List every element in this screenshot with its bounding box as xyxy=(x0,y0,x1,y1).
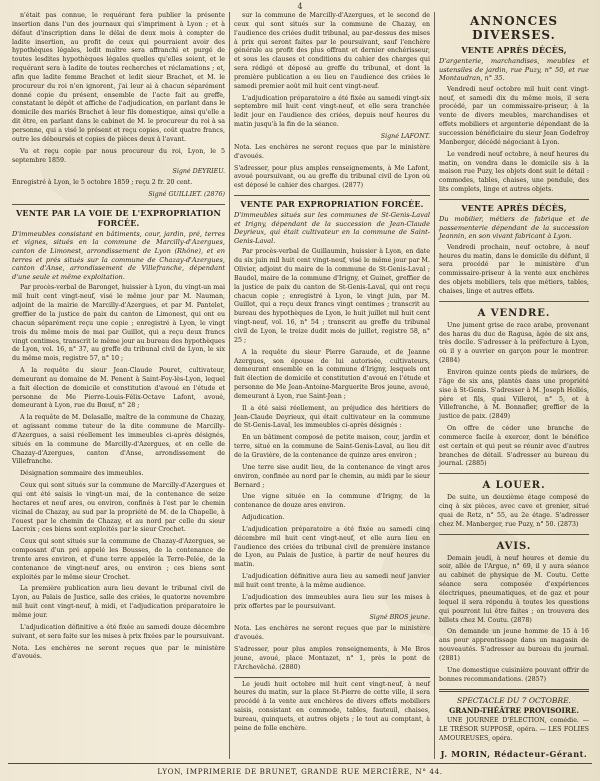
divider xyxy=(439,301,589,302)
col2-paragraph: Une vigne située en la commune d'Irigny, de la contenance de douze ares environ. xyxy=(234,493,430,510)
col3-avis-paragraph: Demain jeudi, à neuf heures et demie du soir, allée de l'Argue, n° 69, il y aura séance au cabinet de physique de M. Coutu. Cette séance sera composée d'expériences électriques, pneumatiques, et de gaz et pour lequel il sera répondu à toutes les questions qui pourront lui être faites ; on trouvera des billets chez M. Coutu. (2878) xyxy=(439,554,589,624)
col3-a-vendre-paragraph: Une jument grise de race arabe, provenant des haras du duc de Ragusa, âgée de six ans, très docile. S'adresser à la préfecture à Lyon, où il y a ouvrier en garçon pour le montrer. (2884) xyxy=(439,321,589,365)
col2-paragraph: A la requête du sieur Pierre Garaude, et de Jeanne Azergues, son épouse de lui autorisée, cultivateurs, demeurant ensemble en la commune d'Irigny, lesquels ont fait élection de domicile et constitution d'avoué en l'étude et personne de Me Jean-Antoine-Marguerite Bros jeune, avoué, demeurant à Lyon, rue Saint-Jean ; xyxy=(234,348,430,400)
col3-avis-paragraph: Une domestique cuisinière pouvant offrir de bonnes recommandations. (2857) xyxy=(439,666,589,683)
col3-vente-paragraph: Le vendredi neuf octobre, à neuf heures du matin, on vendra dans le domicile sis à la maison rue Puzy, les objets dont suit le détail : commodes, tables, chaises, une pendule, des lits complets, linge et autres objets. xyxy=(439,150,589,194)
col3-a-vendre-heading: A VENDRE. xyxy=(477,307,551,319)
col2-adj-signature: Signé BROS jeune. xyxy=(369,614,430,622)
col3-avis-paragraph: On demande un jeune homme de 15 à 16 ans pour apprentissage dans un magasin de nouveautés. S'adresser au bureau du journal. (2881) xyxy=(439,628,589,662)
col2-closing: Le jeudi huit octobre mil huit cent vingt-neuf, à neuf heures du matin, sur la place St-Pierre de cette ville, il sera procédé à la vente aux enchères de divers effets mobiliers saisis, consistant en commode, tables, fauteuil, chaises, bureau, quinquets, et autres objets ; le tout au comptant, à peine de folle enchère. xyxy=(234,680,430,732)
col1-paragraph: A la requête du sieur Jean-Claude Pouret, cultivateur, demeurant au domaine de M. Penent à Saint-Foy-lès-Lyon, lequel a fait élection de domicile et constitution d'avoué en l'étude et personne de Me Pierre-Louis-Félix-Octave Lafont, avoué, demeurant à Lyon, rue du Bœuf, n° 28 ; xyxy=(12,367,225,410)
col2-paragraph: Une terre sise audit lieu, de la contenance de vingt ares environ, confinée au nord par le chemin, au midi par le sieur Bernard ; xyxy=(234,463,430,489)
col3-vente2-heading: VENTE APRÈS DÉCÈS, xyxy=(461,202,567,213)
col3-avis-heading: AVIS. xyxy=(496,540,532,552)
col1-paragraph: A la requête de M. Delasalle, maître de la commune de Chazay, et agissant comme tuteur de la dite commune de Marcilly-d'Azergues, a saisi réellement les immeubles ci-après désignés, situés en la commune de Marcilly-d'Azergues, et en celle de Chazay-d'Azergues, canton d'Anse, arrondissement de Villefranche. xyxy=(12,414,225,466)
col2-intro-2: L'adjudication préparatoire a été fixée au samedi vingt-six septembre mil huit cent vingt-neuf, et elle sera tranchée ledit jour en l'audience des criées, depuis neuf heures du matin jusqu'à la fin de la séance. xyxy=(234,94,430,129)
col2-paragraph: Par procès-verbal de Guillaumin, huissier à Lyon, en date du six juin mil huit cent vingt-neuf, visé le même jour par M. Olivier, adjoint du maire de la commune de St-Genis-Laval ; Baudel, maire de la commune d'Irigny, et Guinet, greffier de la justice de paix du canton de St-Genis-Laval, qui ont reçu chacun copie ; enregistré à Lyon, le vingt juin, par M. Guillot, qui a reçu deux francs vingt centimes ; transcrit au bureau des hypothèques de Lyon, le huit juillet mil huit cent vingt-neuf, vol. 16, n° 54 ; transcrit au greffe du tribunal civil de Lyon, le treize dudit mois de juillet, registre 58, n° 25 ; xyxy=(234,248,430,344)
col2-adj-paragraph: L'adjudication des immeubles aura lieu sur les mises à prix offertes par le poursuivant. xyxy=(234,593,430,610)
col2-note-4: S'adresser, pour plus amples renseignements, à Me Bros jeune, avoué, place Montazet, n° 1, près le pont de l'Archevêché. (2880) xyxy=(234,646,430,671)
col2-note-2: S'adresser, pour plus amples renseignements, à Me Lafont, avoué poursuivant, ou au greffe du tribunal civil de Lyon où est déposé le cahier des charges. (2877) xyxy=(234,164,430,190)
imprint-text: LYON, IMPRIMERIE DE BRUNET, GRANDE RUE MERCIÈRE, N° 44. xyxy=(157,767,443,776)
divider xyxy=(234,677,430,678)
col2-adj-paragraph: L'adjudication préparatoire a été fixée au samedi cinq décembre mil huit cent vingt-neuf, et elle aura lieu en l'audience des criées du tribunal civil de première instance de Lyon, au Palais de Justice, à partir de neuf heures du matin. xyxy=(234,525,430,569)
annonces-title: ANNONCES DIVERSES. xyxy=(469,14,559,42)
column-3 xyxy=(435,12,593,759)
col2-intro-1: sur la commune de Marcilly-d'Azergues, et le second de ceux qui sont situés sur la commune de Chazay, en l'audience des criées dudit tribunal, au par-dessus des mises à prix qui seront faites par le poursuivant, sauf l'enchère générale au profit des plus offrant et dernier enchérisseur, et sous les clauses et conditions du cahier des charges qui sera rédigé et déposé au greffe du tribunal, et dont la première publication a eu lieu en l'audience des criées le samedi premier août mil huit cent vingt-neuf. xyxy=(234,12,430,90)
divider xyxy=(12,204,225,205)
col3-vente-subheading: D'argenterie, marchandises, meubles et ustensiles de jardin, rue Puzy, n° 50, et rue Montaudran, n° 35. xyxy=(439,57,589,83)
col3-a-louer-paragraph: De suite, un deuxième étage composé de cinq à six pièces, avec cave et grenier, situé quai de Retz, n° 55, au 2e étage. S'adresser chez M. Manberger, rue Puzy, n° 50. (2873) xyxy=(439,494,589,528)
col2-adjudication-label: Adjudication. xyxy=(242,514,285,522)
col2-note-1: Nota. Les enchères ne seront reçues que par le ministère d'avoués. xyxy=(234,143,430,160)
col3-vente-heading: VENTE APRÈS DÉCÈS, xyxy=(461,45,567,55)
col2-subheading: D'immeubles situés sur les communes de St-Genis-Laval et Irigny, dépendant de la succession de Jean-Claude Deyrieux, qui était cultivateur en la commune de Saint-Genis-Laval. xyxy=(234,211,430,245)
divider xyxy=(439,199,589,200)
col1-paragraph: Ceux qui sont situés sur la commune de Marcilly-d'Azergues et qui ont été saisis le vingt-un mai, de la contenance de seize hectares et neuf ares, ou environ, confinés à l'est par le chemin vicinal de Chazay, au sud par la propriété de M. de la Chapelle, à l'ouest par le chemin de Chazay, et au nord par celle du sieur Lacroix ; ces biens sont exploités par le sieur Crochet. xyxy=(12,482,225,534)
spectacle-theatre: GRAND-THÉÂTRE PROVISOIRE. xyxy=(449,706,579,716)
col1-paragraph: L'adjudication définitive a été fixée au samedi douze décembre suivant, et sera faite sur les mises à prix fixées par le poursuivant. xyxy=(12,623,225,640)
col2-heading: VENTE PAR EXPROPRIATION FORCÉE. xyxy=(240,199,424,210)
col1-intro-1: n'était pas connue, le requérant fera publier la présente insertion dans l'un des journaux qui s'impriment à Lyon ; et à défaut d'inscription dans le délai de deux mois à compter de ladite insertion, au profit de ceux qui pourraient avoir des hypothèques légales, ledit maître sera affranchi et purgé de toutes lesdites hypothèques légales quelles qu'elles soient, et le requérant sera à ladite de toutes recherches et réclamations ; et, afin que ladite femme Brachet et ledit sieur Brachet, et M. le procureur du roi n'en ignorent, j'ai leur ai à chacun séparément donné copie du présent, ensemble de l'acte fait au greffe, constatant le dépôt et affiche de l'adjudication, en parlant dans le domicile des mariés Brachet à leur fils domestique, ainsi qu'elle a dit être, en parlant dans le cabinet de M. le procureur du roi à sa personne, qui a visé le présent et reçu copies, coût quatre francs, outre les déboursés et copies de pièces deux à l'avant. xyxy=(12,12,225,143)
spectacle-program: UNE JOURNÉE D'ÉLECTION, comédie. — LE TRÉSOR SUPPOSÉ, opéra. — LES FOLIES AMOUREUSES, opéra. xyxy=(439,717,589,743)
divider xyxy=(439,534,589,535)
col2-adj-paragraph: L'adjudication définitive aura lieu au samedi neuf janvier mil huit cent trente, à la même audience. xyxy=(234,573,430,589)
divider xyxy=(439,473,589,474)
col3-vente-paragraph: Vendredi neuf octobre mil huit cent vingt-neuf, et samedi dix du même mois, il sera procédé, par un commissaire-priseur, à la vente de divers meubles, marchandises et effets mobiliers et argenterie dépendant de la succession bénéficiaire du sieur Jean Godefroy Manberger, décédé négociant à Lyon. xyxy=(439,85,589,146)
col1-signature-1: Signé DEYRIEU. xyxy=(172,168,225,176)
col1-registry: Enregistré à Lyon, le 5 octobre 1859 ; reçu 2 fr. 20 cent. xyxy=(12,179,193,187)
divider xyxy=(234,195,430,196)
col1-subheading: D'immeubles consistant en bâtiments, cour, jardin, pré, terres et vignes, situés en la commune de Marcilly-d'Azergues, canton de Limonest, arrondissement de Lyon (Rhône), et en terres et prés situés sur la commune de Chazay-d'Azergues, canton d'Anse, arrondissement de Villefranche, dépendant d'une seule et même exploitation. xyxy=(12,229,225,281)
col1-paragraph: Ceux qui sont situés sur la commune de Chazay-d'Azergues, se composant d'un pré appelé les Bousses, de la contenance de trente ares environ, et d'une terre appelée la Terre-Pelée, de la contenance de vingt-neuf ares, ou environ ; ces biens sont exploités par le même sieur Crochet. xyxy=(12,538,225,581)
spectacle-title: SPECTACLE DU 7 OCTOBRE. xyxy=(457,696,571,706)
col2-paragraph: En un bâtiment composé de petite maison, cour, jardin et terre, situé en la commune de Saint-Genis-Laval, au lieu dit de la Gravière, de la contenance de quinze ares environ ; xyxy=(234,434,430,459)
col3-vente2-subheading: Du mobilier, métiers de fabrique et de passementerie dépendant de la succession Jeannin, en son vivant fabricant à Lyon. xyxy=(439,214,589,241)
page-number: 4 xyxy=(297,2,303,11)
editor-signature: J. MORIN, Rédacteur-Gérant. xyxy=(440,748,588,759)
col1-paragraph: Par procès-verbal de Baronget, huissier à Lyon, du vingt-un mai mil huit cent vingt-neuf, visé le même jour par M. Nauman, adjoint de la mairie de Marcilly-d'Azergues, et par M. Pantelet, greffier de la justice de paix du canton de Limonest, qui ont eu chacun séparément reçu une copie ; enregistré à Lyon, le vingt trois du même mois de mai par Guillot, qui a reçu deux francs vingt centimes, transcrit le même jour au bureau des hypothèques de Lyon, vol. 16, n° 37, au greffe du tribunal civil de Lyon, le six du même mois, registre 57, n° 10 ; xyxy=(12,284,225,363)
col1-signature-2: Signé GUILLIET. (2876) xyxy=(148,191,225,199)
column-grid xyxy=(8,12,594,759)
col1-note xyxy=(12,645,225,663)
col3-a-vendre-paragraph: Environ quinze cents pieds de mûriers, de l'âge de six ans, plantés dans une propriété sise à St-Genis. S'adresser à M. Joseph Hollés, père et fils, quai Villeroi, n° 5, et à Villefranche, à M. Bonnafier, greffier de la justice de paix. (2849) xyxy=(439,368,589,421)
col1-designation: Désignation sommaire des immeubles. xyxy=(20,470,144,478)
column-1 xyxy=(8,12,229,759)
col3-vente2-paragraph: Vendredi prochain, neuf octobre, à neuf heures du matin, dans le domicile du défunt, il sera procédé par le ministère d'un commissaire-priseur à la vente aux enchères des objets mobiliers, tels que métiers, tables, chaises, linge et autres effets. xyxy=(439,243,589,295)
divider xyxy=(439,689,589,692)
col2-note-3: Nota. Les enchères ne seront reçues que par le ministère d'avoués. xyxy=(234,625,430,642)
col3-a-louer-heading: A LOUER. xyxy=(482,480,546,492)
col2-signature: Signé LAFONT. xyxy=(380,132,430,140)
col3-a-vendre-paragraph: On offre de céder une branche de commerce facile à exercer, dont le bénéfice est certain et qui peut se réunir avec d'autres branches de détail. S'adresser au bureau du journal. (2885) xyxy=(439,425,589,468)
col1-paragraph: La première publication aura lieu devant le tribunal civil de Lyon, au Palais de Justice, salle des criées, le quatorze novembre mil huit cent vingt-neuf, à midi, et l'adjudication préparatoire le même jour. xyxy=(12,585,225,619)
col2-paragraph: Il a été saisi réellement, au préjudice des héritiers de Jean-Claude Deyrieux, qui était cultivateur en la commune de St-Genis-Laval, les immeubles ci-après désignés : xyxy=(234,404,430,430)
imprint-footer xyxy=(8,763,592,776)
col1-heading: VENTE PAR LA VOIE DE L'EXPROPRIATION FORCÉE. xyxy=(16,207,221,228)
col1-intro-2: Vu et reçu copie par nous procureur du roi, Lyon, le 5 septembre 1859. xyxy=(12,147,225,164)
col1-note-label: Nota. xyxy=(12,644,30,652)
col1-note-text: Les enchères ne seront reçues que par le ministère d'avoués. xyxy=(12,644,225,661)
column-2 xyxy=(230,12,434,759)
